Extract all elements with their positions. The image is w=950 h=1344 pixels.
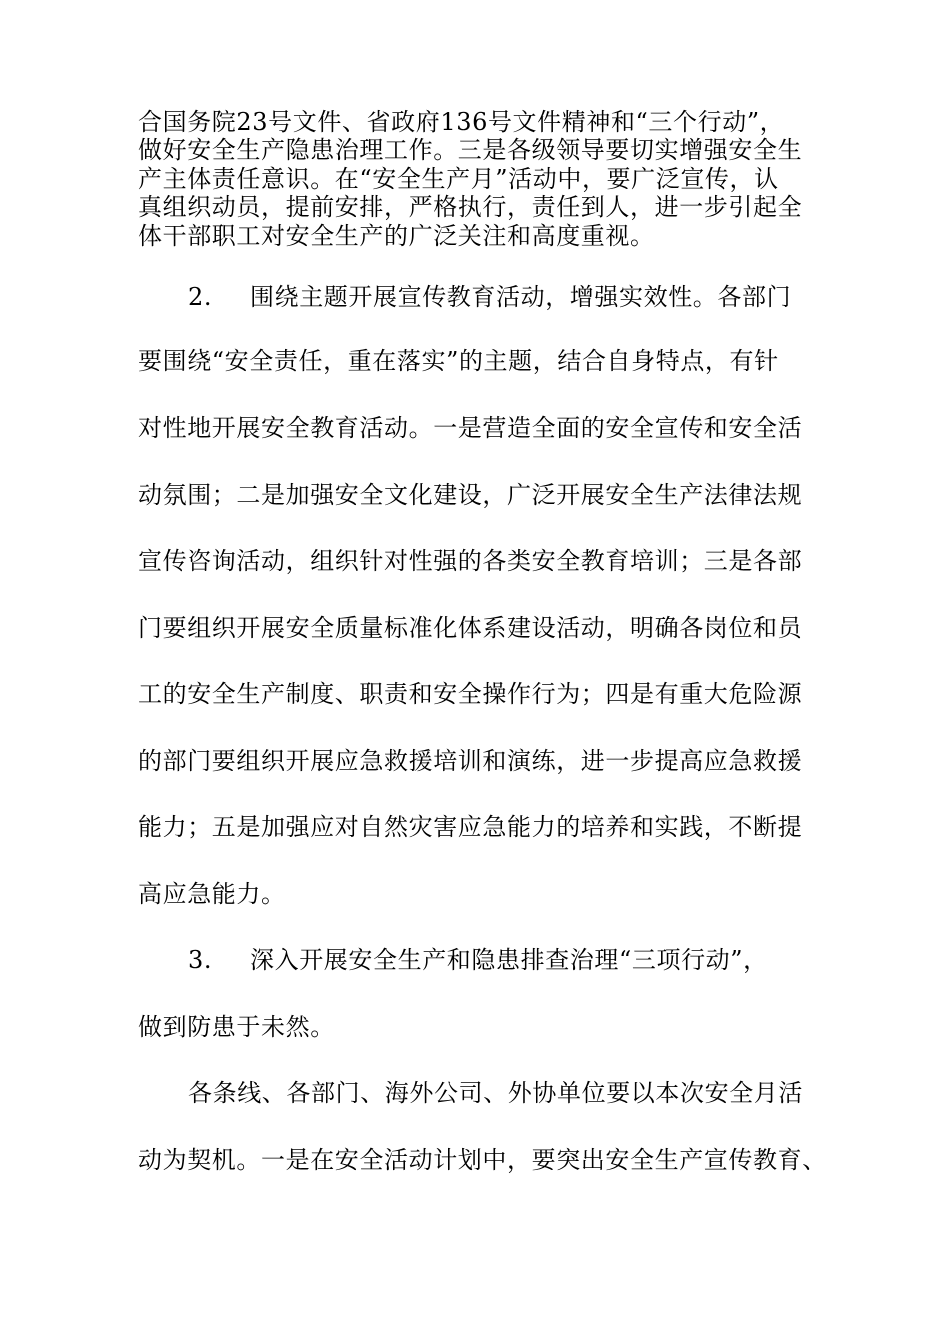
text-line: 体干部职工对安全生产的广泛关注和高度重视。 (138, 222, 655, 250)
text-line: 对性地开展安全教育活动。一是营造全面的安全宣传和安全活 (138, 414, 803, 442)
text-line: 宣传咨询活动，组织针对性强的各类安全教育培训；三是各部 (138, 547, 803, 575)
text-line: 的部门要组织开展应急救援培训和演练，进一步提高应急救援 (138, 747, 803, 775)
section-2-heading-line (188, 283, 791, 311)
section-3-heading-line (188, 946, 768, 974)
text-line: 能力；五是加强应对自然灾害应急能力的培养和实践，不断提 (138, 813, 803, 841)
section-number: 3. (188, 946, 213, 974)
paragraph-first-line: 各条线、各部门、海外公司、外协单位要以本次安全月活 (188, 1079, 803, 1107)
text-line: 高应急能力。 (138, 880, 286, 908)
section-number: 2. (188, 283, 213, 311)
text-line: 动氛围；二是加强安全文化建设，广泛开展安全生产法律法规 (138, 481, 803, 509)
section-2-first-line: 围绕主题开展宣传教育活动，增强实效性。各部门 (250, 283, 792, 311)
text-line: 工的安全生产制度、职责和安全操作行为；四是有重大危险源 (138, 680, 803, 708)
text-line: 门要组织开展安全质量标准化体系建设活动，明确各岗位和员 (138, 614, 803, 642)
section-3-first-line: 深入开展安全生产和隐患排查治理“三项行动”， (250, 946, 768, 974)
text-line: 做到防患于未然。 (138, 1013, 335, 1041)
text-line: 要围绕“安全责任，重在落实”的主题，结合自身特点，有针 (138, 347, 779, 375)
text-line: 合国务院23号文件、省政府136号文件精神和“三个行动”， (138, 108, 785, 136)
text-line: 做好安全生产隐患治理工作。三是各级领导要切实增强安全生 (138, 136, 803, 164)
text-line: 真组织动员，提前安排，严格执行，责任到人，进一步引起全 (138, 193, 803, 221)
text-line: 产主体责任意识。在“安全生产月”活动中，要广泛宣传，认 (138, 165, 779, 193)
text-line: 动为契机。一是在安全活动计划中，要突出安全生产宣传教育、 (138, 1146, 827, 1174)
